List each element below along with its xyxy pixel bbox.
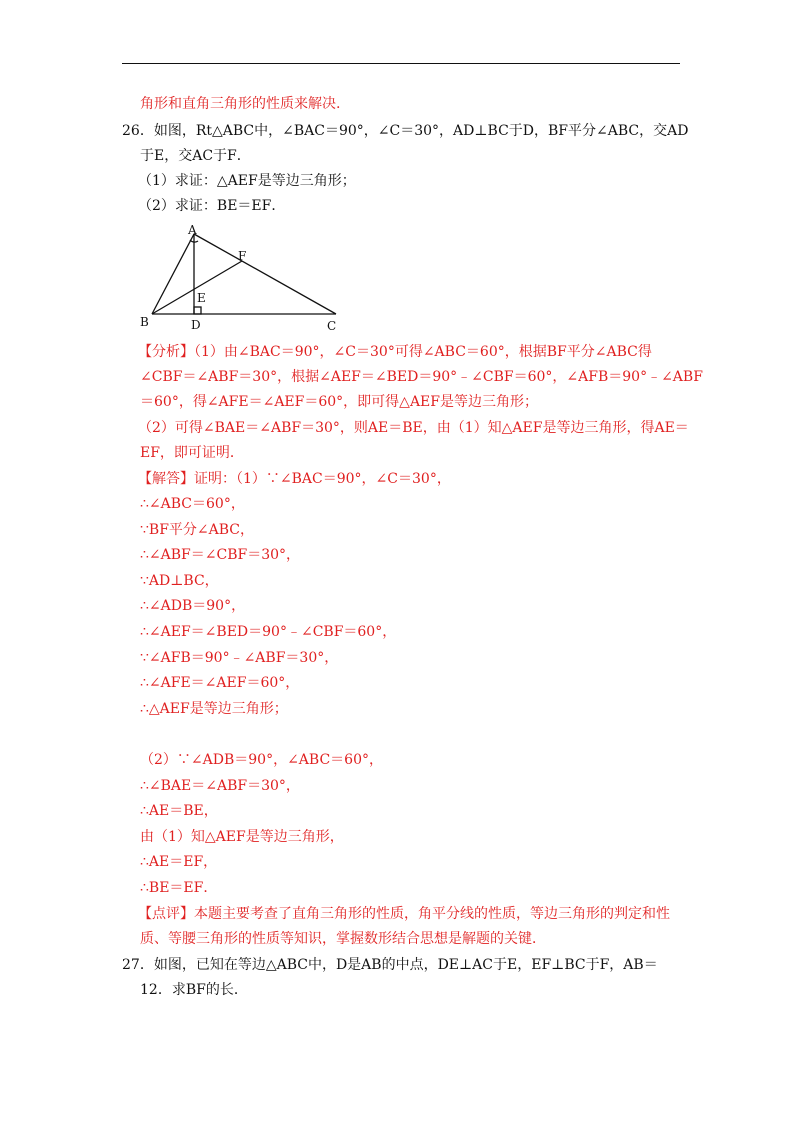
text-line: ∴AE＝BE， [140,803,218,819]
label-a: A [188,223,197,237]
text-line: ∵∠AFB＝90°﹣∠ABF＝30°， [140,650,339,666]
text-line: ∵BF平分∠ABC， [140,522,255,538]
text-line: （2）可得∠BAE＝∠ABF＝30°，则AE＝BE，由（1）知△AEF是等边三角形，得AE＝ [138,420,689,436]
text-line: 12．求BF的长． [140,982,248,998]
text-line: 质、等腰三角形的性质等知识，掌握数形结合思想是解题的关键． [140,931,546,947]
text-line: 角形和直角三角形的性质来解决. [140,96,341,112]
text-line: ∴∠ADB＝90°， [140,598,246,614]
right-angle-mark [194,307,201,314]
text-line: ＝60°，得∠AFE＝∠AEF＝60°，即可得△AEF是等边三角形； [140,394,538,410]
text-line: 于E，交AC于F． [140,148,251,164]
text-line: ∴△AEF是等边三角形； [140,701,288,717]
label-b: B [140,315,149,329]
text-line: （2）∵∠ADB＝90°，∠ABC＝60°， [140,752,383,768]
text-line: ∴∠ABF＝∠CBF＝30°， [140,547,301,563]
analysis-line: 【分析】（1）由∠BAC＝90°，∠C＝30°可得∠ABC＝60°，根据BF平分∠ABC得 [138,344,652,360]
label-d: D [191,318,201,332]
text-line: ∴AE＝EF， [140,854,218,870]
text-line: ∴∠BAE＝∠ABF＝30°， [140,778,300,794]
segment-ac [194,234,336,314]
text-line: EF，即可证明． [140,445,244,461]
label-e: E [197,291,206,305]
label-c: C [327,319,337,333]
question-27-line: 27．如图，已知在等边△ABC中，D是AB的中点，DE⊥AC于E，EF⊥BC于F，AB＝ [122,957,658,973]
text-line: ∴∠AFE＝∠AEF＝60°， [140,675,300,691]
label-f: F [238,249,247,263]
question-26-line: 26．如图，Rt△ABC中，∠BAC＝90°，∠C＝30°，AD⊥BC于D，BF平分∠ABC，交AD [122,123,689,139]
text-line: （1）求证：△AEF是等边三角形； [138,173,356,189]
solution-line: 【解答】证明：（1）∵∠BAC＝90°，∠C＝30°， [138,471,451,487]
text-line: ∴BE＝EF． [140,880,218,896]
text-line: ∴∠ABC＝60°， [140,496,245,512]
text-line: ∴∠AEF＝∠BED＝90°﹣∠CBF＝60°， [140,624,397,640]
triangle-figure [138,222,350,334]
text-line: ∠CBF＝∠ABF＝30°，根据∠AEF＝∠BED＝90°﹣∠CBF＝60°，∠AFB＝90°﹣∠ABF [140,369,703,385]
text-line: ∵AD⊥BC， [140,573,219,589]
comment-line: 【点评】本题主要考查了直角三角形的性质，角平分线的性质，等边三角形的判定和性 [138,906,670,922]
header-rule [122,63,680,64]
text-line: （2）求证：BE＝EF． [138,198,286,214]
text-line: 由（1）知△AEF是等边三角形， [140,829,344,845]
